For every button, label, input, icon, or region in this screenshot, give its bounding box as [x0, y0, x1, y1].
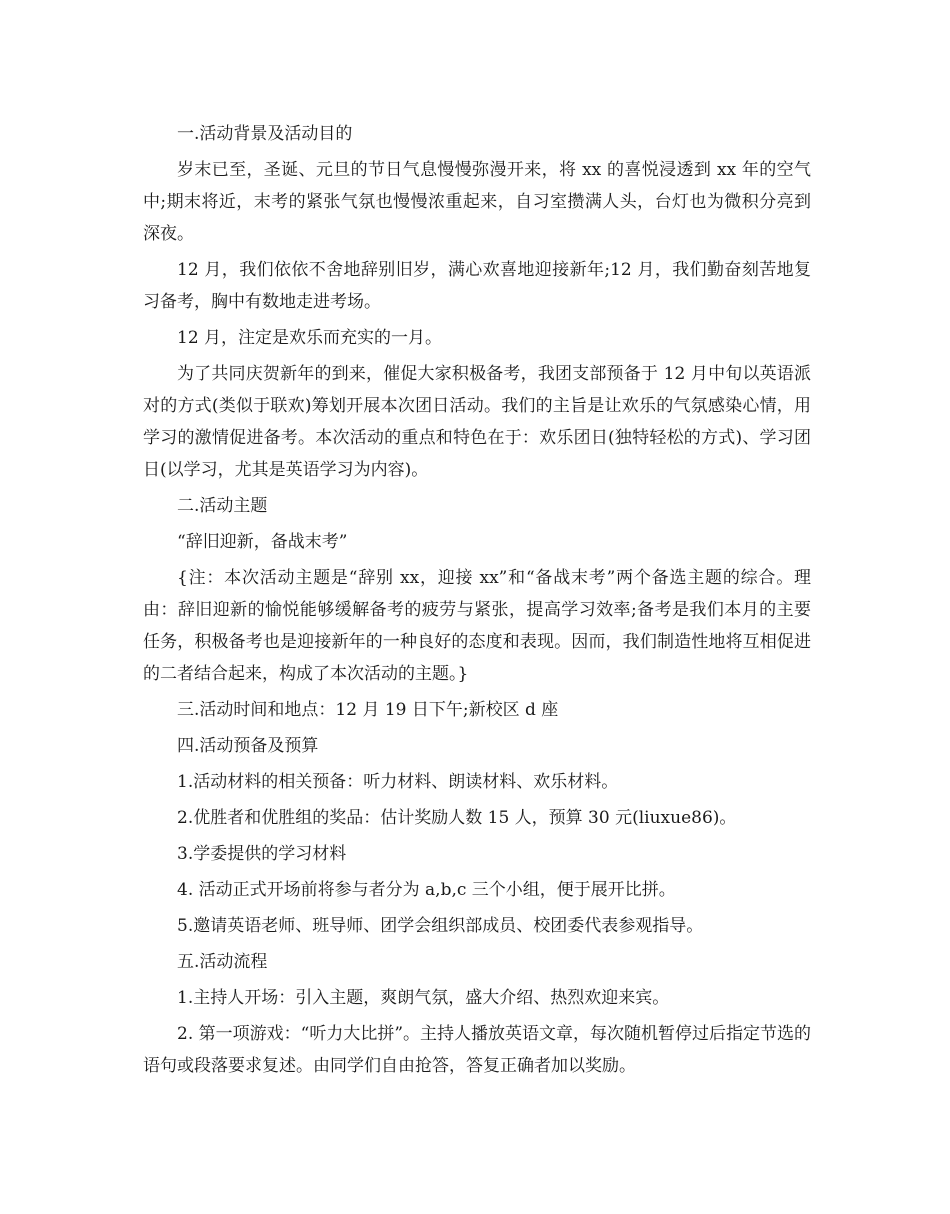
document-body: [143, 118, 811, 1086]
paragraph-purpose: 为了共同庆贺新年的到来，催促大家积极备考，我团支部预备于 12 月中旬以英语派对的方式(类似于联欢)筹划开展本次团日活动。我们的主旨是让欢乐的气氛感染心情，用学习的激情促进备考。本次活动的重点和特色在于：欢乐团日(独特轻松的方式)、学习团日(以学习，尤其是英语学习为内容)。: [143, 364, 811, 480]
paragraph-theme-note: {注：本次活动主题是“辞别 xx，迎接 xx”和“备战末考”两个备选主题的综合。理由：辞旧迎新的愉悦能够缓解备考的疲劳与紧张，提高学习效率;备考是我们本月的主要任务，积极备考也是迎接新年的一种良好的态度和表现。因而，我们制造性地将互相促进的二者结合起来，构成了本次活动的主题。}: [143, 568, 811, 684]
list-item-first-game: 2. 第一项游戏：“听力大比拼”。主持人播放英语文章，每次随机暂停过后指定节选的语句或段落要求复述。由同学们自由抢答，答复正确者加以奖励。: [143, 1024, 812, 1076]
paragraph-background: 岁末已至，圣诞、元旦的节日气息慢慢弥漫开来，将 xx 的喜悦浸透到 xx 年的空气中;期末将近，末考的紧张气氛也慢慢浓重起来，自习室攒满人头，台灯也为微积分亮到深夜。: [143, 160, 811, 244]
section-heading-background: 一.活动背景及活动目的: [177, 124, 353, 144]
list-item-materials: 1.活动材料的相关预备：听力材料、朗读材料、欢乐材料。: [177, 772, 619, 792]
list-item-groups: 4. 活动正式开场前将参与者分为 a,b,c 三个小组，便于展开比拼。: [177, 880, 676, 900]
paragraph-december-fulfilling: 12 月，注定是欢乐而充实的一月。: [177, 328, 443, 348]
section-heading-process: 五.活动流程: [177, 952, 268, 972]
list-item-prizes: 2.优胜者和优胜组的奖品：估计奖励人数 15 人，预算 30 元(liuxue86)。: [177, 808, 737, 828]
theme-slogan: “辞旧迎新，备战末考”: [177, 532, 348, 552]
section-heading-preparation: 四.活动预备及预算: [177, 736, 319, 756]
list-item-study-materials: 3.学委提供的学习材料: [177, 844, 347, 864]
list-item-opening: 1.主持人开场：引入主题，爽朗气氛，盛大介绍、热烈欢迎来宾。: [177, 988, 670, 1008]
section-heading-time-place: 三.活动时间和地点：12 月 19 日下午;新校区 d 座: [177, 700, 559, 720]
section-heading-theme: 二.活动主题: [177, 496, 268, 516]
paragraph-december-farewell: 12 月，我们依依不舍地辞别旧岁，满心欢喜地迎接新年;12 月，我们勤奋刻苦地复习备考，胸中有数地走进考场。: [143, 260, 811, 312]
list-item-invitations: 5.邀请英语老师、班导师、团学会组织部成员、校团委代表参观指导。: [177, 916, 704, 936]
